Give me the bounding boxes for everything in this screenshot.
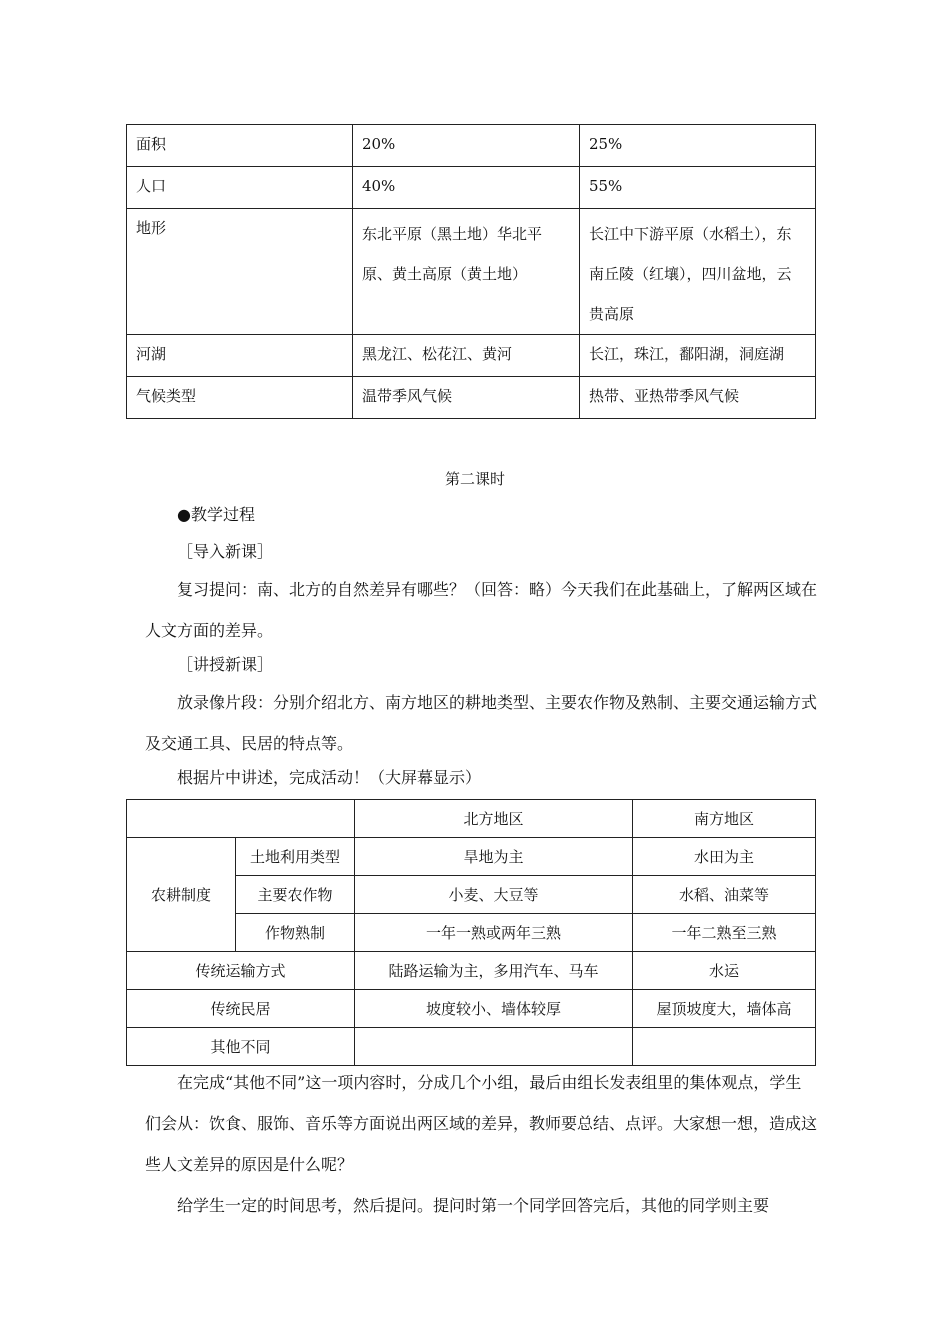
table-header-row [127, 800, 816, 838]
table-row [127, 377, 816, 419]
south-cell [633, 1028, 816, 1066]
header-south: 南方地区 [633, 800, 816, 838]
north-cell: 小麦、大豆等 [355, 876, 633, 914]
teach-paragraph: 放录像片段：分别介绍北方、南方地区的耕地类型、主要农作物及熟制、主要交通运输方式及交通工具、民居的特点等。 [145, 693, 818, 753]
table-row [127, 167, 816, 209]
north-cell: 东北平原（黑土地）华北平原、黄土高原（黄土地） [352, 209, 579, 335]
row-label: 气候类型 [127, 377, 353, 419]
south-cell: 水田为主 [633, 838, 816, 876]
section-heading: ●教学过程 [177, 505, 255, 524]
table-row [127, 952, 816, 990]
south-cell: 热带、亚热带季风气候 [579, 377, 815, 419]
row-label: 地形 [127, 209, 353, 335]
lesson-title: 第二课时 [444, 470, 505, 488]
row-label: 土地利用类型 [236, 838, 355, 876]
intro-heading: ［导入新课］ [177, 542, 274, 561]
row-label: 作物熟制 [236, 914, 355, 952]
table-row [127, 1028, 816, 1066]
row-label: 河湖 [127, 335, 353, 377]
empty-header-cell [127, 800, 355, 838]
south-cell: 水运 [633, 952, 816, 990]
intro-paragraph: 复习提问：南、北方的自然差异有哪些？（回答：略）今天我们在此基础上，了解两区域在人文方面的差异。 [145, 580, 818, 640]
header-north: 北方地区 [355, 800, 633, 838]
south-cell: 水稻、油菜等 [633, 876, 816, 914]
north-cell: 40% [352, 167, 579, 209]
table-row [127, 125, 816, 167]
row-label: 传统运输方式 [127, 952, 355, 990]
south-cell: 长江中下游平原（水稻土），东南丘陵（红壤），四川盆地，云贵高原 [579, 209, 815, 335]
table-row [127, 990, 816, 1028]
north-south-human-comparison-table [126, 799, 816, 1066]
south-cell: 长江，珠江，鄱阳湖，洞庭湖 [579, 335, 815, 377]
row-label: 人口 [127, 167, 353, 209]
south-cell: 25% [579, 125, 815, 167]
north-cell: 坡度较小、墙体较厚 [355, 990, 633, 1028]
north-cell: 黑龙江、松花江、黄河 [352, 335, 579, 377]
table-row [127, 209, 816, 335]
south-cell: 55% [579, 167, 815, 209]
table-row [127, 335, 816, 377]
row-label: 面积 [127, 125, 353, 167]
closing-paragraph: 给学生一定的时间思考，然后提问。提问时第一个同学回答完后，其他的同学则主要 [177, 1196, 770, 1215]
activity-instruction: 根据片中讲述，完成活动！（大屏幕显示） [177, 768, 482, 787]
north-south-natural-comparison-table [126, 124, 816, 419]
north-cell: 陆路运输为主，多用汽车、马车 [355, 952, 633, 990]
north-cell: 旱地为主 [355, 838, 633, 876]
discussion-paragraph: 在完成“其他不同”这一项内容时，分成几个小组，最后由组长发表组里的集体观点，学生们会从：饮食、服饰、音乐等方面说出两区域的差异，教师要总结、点评。大家想一想，造成这些人文差异的原因是什么呢？ [145, 1073, 818, 1174]
teach-heading: ［讲授新课］ [177, 655, 274, 674]
north-cell: 20% [352, 125, 579, 167]
table-row [127, 838, 816, 876]
south-cell: 屋顶坡度大，墙体高 [633, 990, 816, 1028]
south-cell: 一年二熟至三熟 [633, 914, 816, 952]
row-label: 传统民居 [127, 990, 355, 1028]
north-cell: 温带季风气候 [352, 377, 579, 419]
north-cell: 一年一熟或两年三熟 [355, 914, 633, 952]
north-cell [355, 1028, 633, 1066]
farming-system-label: 农耕制度 [127, 838, 236, 952]
row-label: 主要农作物 [236, 876, 355, 914]
row-label: 其他不同 [127, 1028, 355, 1066]
